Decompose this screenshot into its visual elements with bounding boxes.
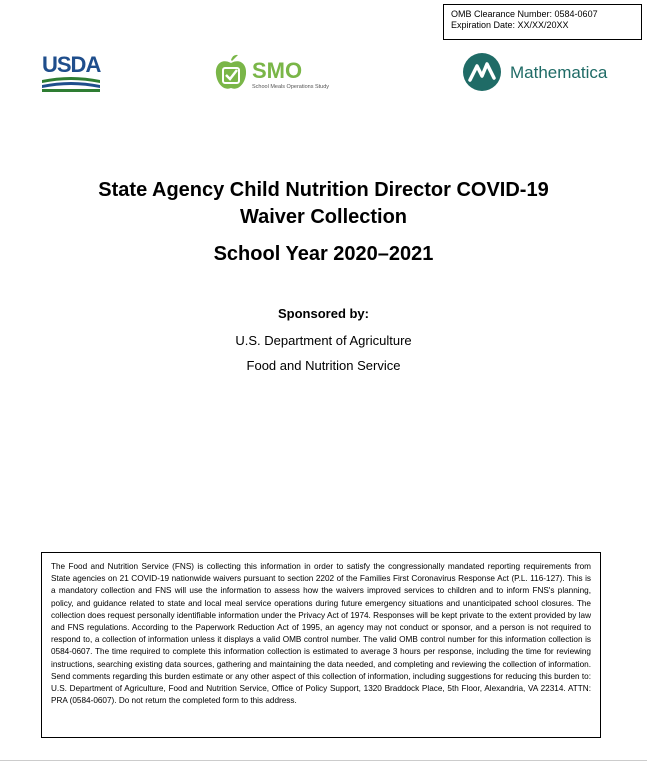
sponsor-agency: Food and Nutrition Service — [246, 358, 401, 373]
school-year-heading: School Year 2020–2021 — [213, 243, 434, 265]
mathematica-logo-text: Mathematica — [510, 63, 608, 82]
document-title-line-2: Waiver Collection — [239, 206, 408, 228]
omb-expiration-date: Expiration Date: XX/XX/20XX — [451, 20, 569, 30]
usda-field-graphic — [42, 76, 100, 92]
mathematica-logo — [462, 52, 637, 94]
smo-logo-text: SMO — [252, 58, 303, 83]
smo-logo-subtitle: School Meals Operations Study — [252, 84, 330, 90]
smo-logo — [214, 54, 364, 96]
mathematica-mark-icon — [462, 52, 502, 92]
usda-logo-text: USDA — [42, 52, 101, 77]
document-title-line-1: State Agency Child Nutrition Director COVID-19 — [98, 179, 549, 201]
omb-clearance-box — [443, 4, 642, 40]
apple-check-icon — [214, 54, 248, 92]
burden-statement-box — [41, 552, 601, 738]
page-bottom-divider — [0, 760, 647, 761]
sponsored-by-label: Sponsored by: — [277, 306, 369, 321]
usda-logo — [42, 54, 100, 92]
burden-statement-text: The Food and Nutrition Service (FNS) is collecting this information in order to satisfy the congressionally mandated reporting requirements from State agencies on 21 COVID-19 nationwide waivers pursuant to section 2202 of the Families First Coronavirus Response Act (P.L. 116-127). This is a mandatory collection and FNS will use the information to assess how the waivers improved services to children and to inform FNS's planning, policy, and guidance related to state and local meal service operations during future emergency situations and unanticipated school closures. The collection does request personally identifiable information under the Privacy Act of 1974. Responses will be kept private to the extent provided by law and FNS regulations. According to the Paperwork Reduction Act of 1995, an agency may not conduct or sponsor, and a person is not required to respond to, a collection of information unless it displays a valid OMB control number. The valid OMB control number for this information collection is 0584-0607. The time required to complete this information collection is estimated to average 3 hours per response, including the time for reviewing instructions, searching existing data sources, gathering and maintaining the data needed, and completing and reviewing the collection of information. Send comments regarding this burden estimate or any other aspect of this collection of information, including suggestions for reducing this burden to: U.S. Department of Agriculture, Food and Nutrition Service, Office of Policy Support, 1320 Braddock Place, 5th Floor, Alexandria, VA 22314. ATTN: PRA (0584-0607). Do not return the completed form to this address. — [51, 562, 591, 706]
omb-clearance-number: OMB Clearance Number: 0584-0607 — [451, 9, 598, 19]
sponsor-department: U.S. Department of Agriculture — [235, 333, 412, 348]
